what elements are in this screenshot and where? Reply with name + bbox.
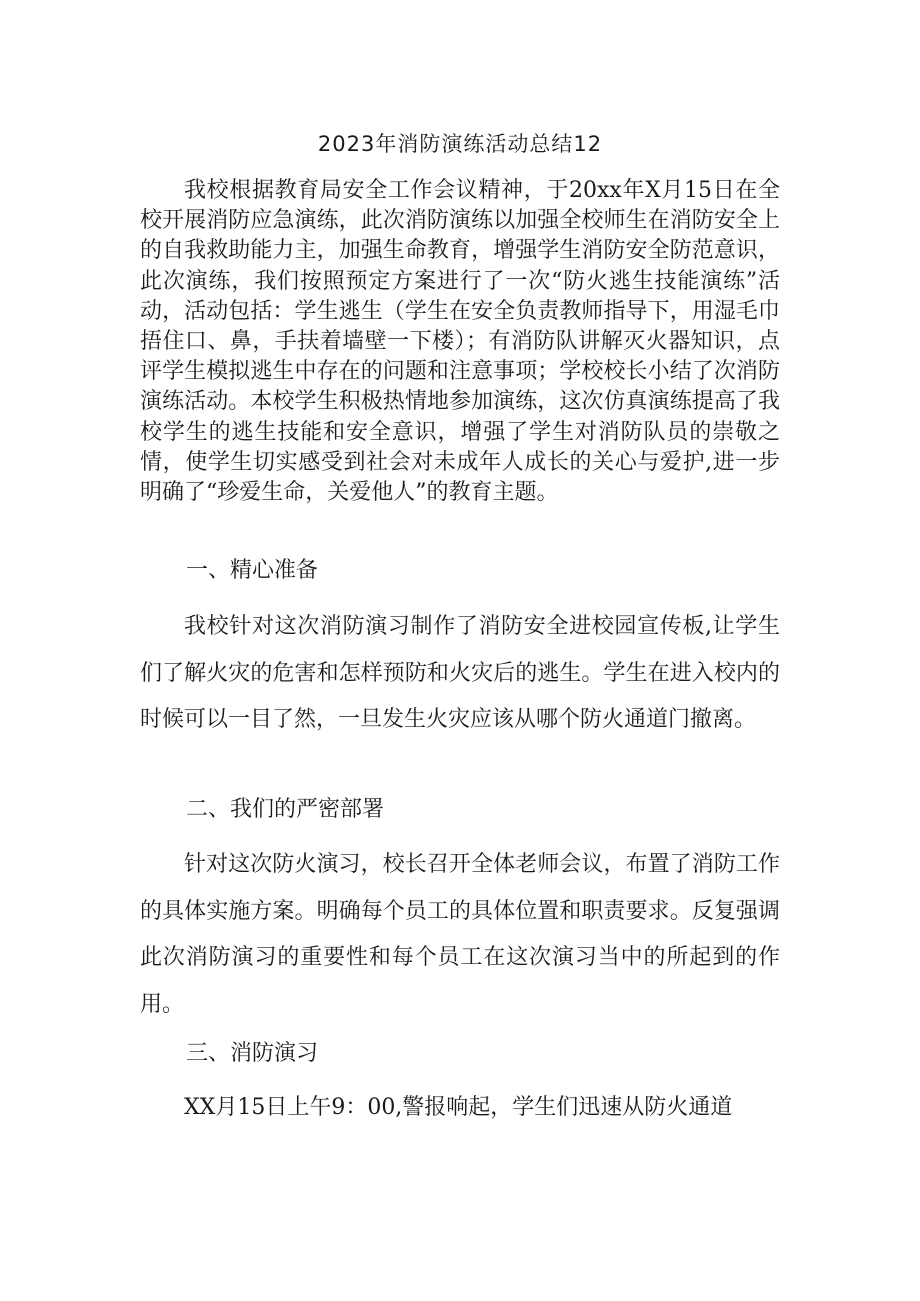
section-heading-preparation: 一、精心准备 [186,558,319,583]
section-body-drill: XX月15日上午9：00,警报响起，学生们迅速从防火通道 [184,1095,733,1120]
section-body-preparation: 我校针对这次消防演习制作了消防安全进校园宣传板,让学生们了解火灾的危害和怎样预防和火灾后的逃生。学生在进入校内的时候可以一目了然，一旦发生火灾应该从哪个防火通道门撤离。 [140,614,780,732]
intro-paragraph: 我校根据教育局安全工作会议精神，于20xx年X月15日在全校开展消防应急演练，此次消防演练以加强全校师生在消防安全上的自我救助能力主，加强生命教育，增强学生消防安全防范意识，此次演练，我们按照预定方案进行了一次“防火逃生技能演练”活动，活动包括：学生逃生（学生在安全负责教师指导下，用湿毛巾捂住口、鼻，手扶着墙壁一下楼）；有消防队讲解灭火器知识，点评学生模拟逃生中存在的问题和注意事项；学校校长小结了次消防演练活动。本校学生积极热情地参加演练，这次仿真演练提高了我校学生的逃生技能和安全意识，增强了学生对消防队员的崇敬之情，使学生切实感受到社会对未成年人成长的关心与爱护,进一步明确了“珍爱生命，关爱他人”的教育主题。 [140,178,780,506]
section-heading-drill: 三、消防演习 [186,1041,319,1066]
section-body-deployment: 针对这次防火演习，校长召开全体老师会议，布置了消防工作的具体实施方案。明确每个员工的具体位置和职责要求。反复强调此次消防演习的重要性和每个员工在这次演习当中的所起到的作用。 [140,852,780,1017]
document-title: 2023年消防演练活动总结12 [317,132,603,156]
section-heading-deployment: 二、我们的严密部署 [186,797,385,822]
